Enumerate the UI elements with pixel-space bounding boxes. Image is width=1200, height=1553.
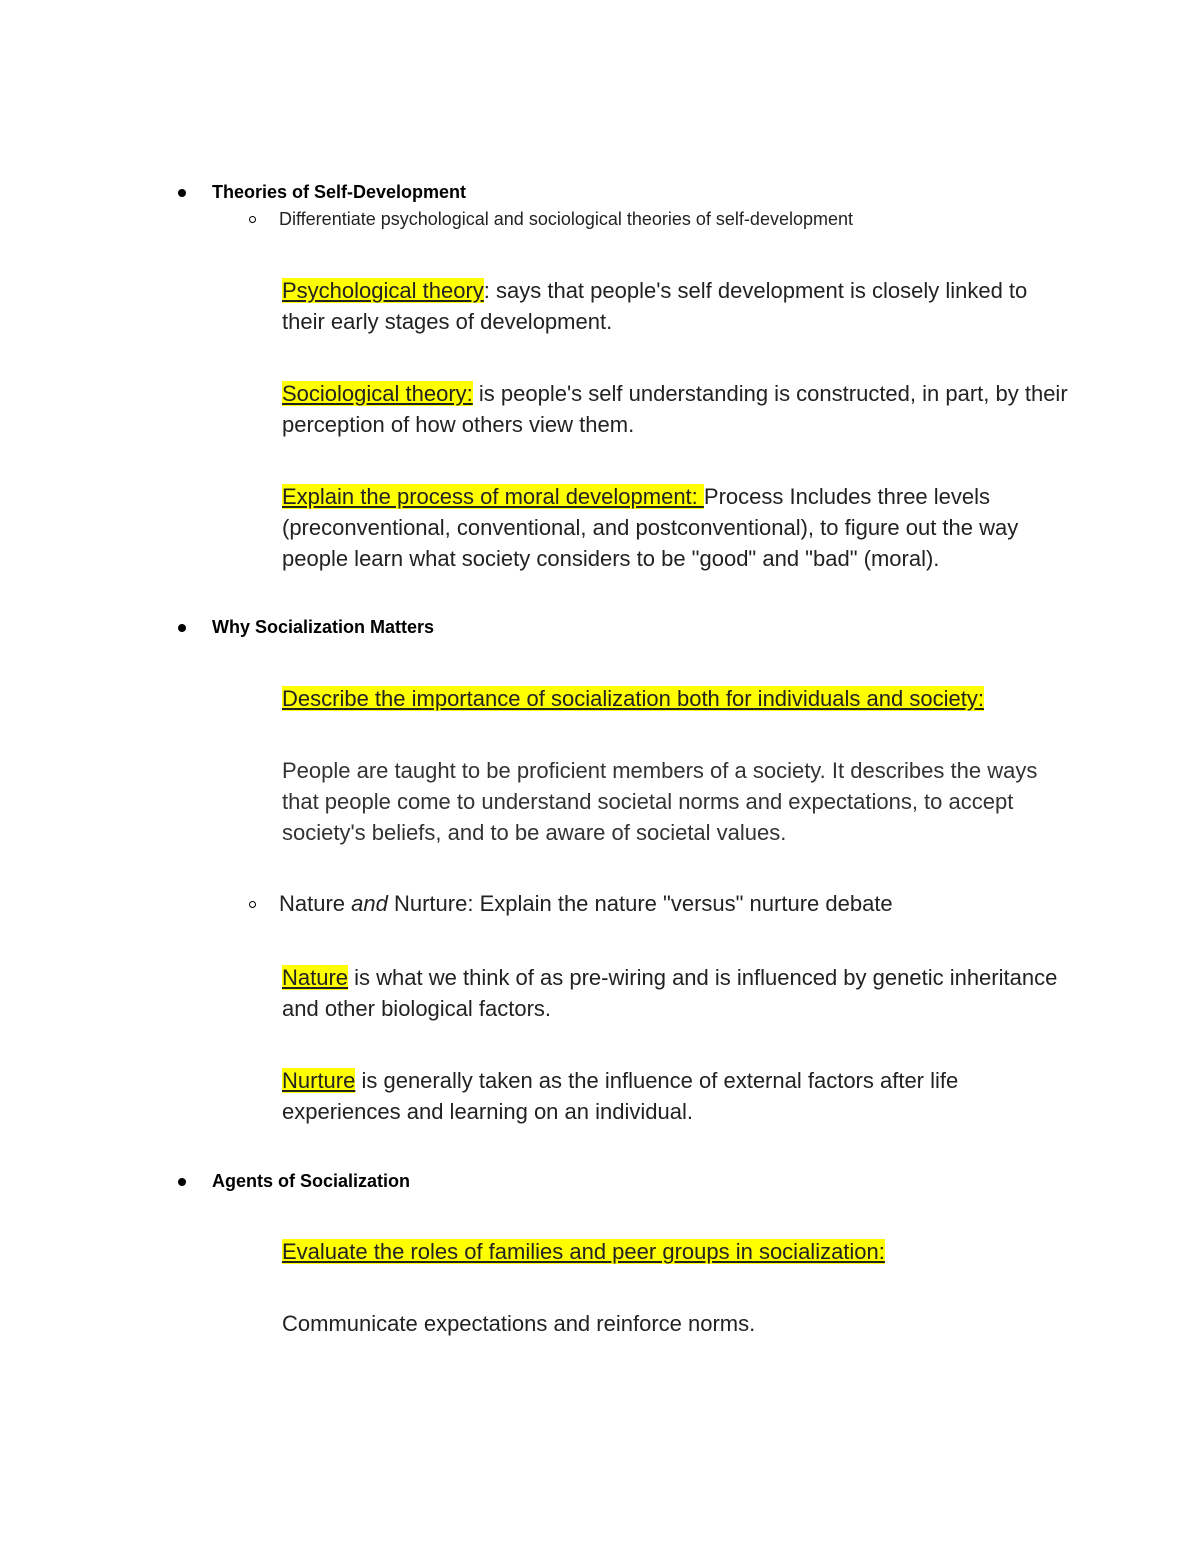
paragraph-socialization-body bbox=[282, 755, 1072, 848]
highlight-prompt: Evaluate the roles of families and peer groups in socialization: bbox=[282, 1239, 885, 1264]
paragraph-text: Communicate expectations and reinforce norms. bbox=[282, 1311, 756, 1336]
section-heading-why-socialization bbox=[178, 617, 434, 638]
paragraph-psychological-theory bbox=[282, 275, 1072, 337]
paragraph-text: People are taught to be proficient members of a society. It describes the ways that people come to understand societal norms and expectations, to accept society's beliefs, and to be aware of societal values. bbox=[282, 758, 1038, 845]
sub-bullet-before: Nature bbox=[279, 891, 352, 916]
highlight-term: Sociological theory: bbox=[282, 381, 473, 406]
highlight-prompt: Describe the importance of socialization both for individuals and society: bbox=[282, 686, 984, 711]
paragraph-moral-development bbox=[282, 481, 1072, 574]
paragraph-sociological-theory bbox=[282, 378, 1072, 440]
sub-bullet-differentiate bbox=[249, 209, 853, 230]
bullet-dot-icon bbox=[178, 1178, 186, 1186]
highlight-term: Psychological theory bbox=[282, 278, 484, 303]
sub-bullet-nature-nurture bbox=[249, 891, 893, 917]
prompt-importance-of-socialization bbox=[282, 683, 1072, 714]
paragraph-text: is generally taken as the influence of external factors after life experiences and learning on an individual. bbox=[282, 1068, 959, 1124]
bullet-circle-icon bbox=[249, 216, 256, 223]
bullet-dot-icon bbox=[178, 624, 186, 632]
heading-text: Agents of Socialization bbox=[212, 1171, 411, 1191]
heading-text: Why Socialization Matters bbox=[212, 617, 435, 637]
paragraph-text: is people's self understanding is constructed, in part, by their perception of how others view them. bbox=[282, 381, 1068, 437]
paragraph-agents-body bbox=[282, 1308, 1072, 1339]
sub-bullet-after: Nurture: Explain the nature "versus" nurture debate bbox=[387, 891, 893, 916]
sub-bullet-italic: and bbox=[351, 891, 388, 916]
paragraph-nature bbox=[282, 962, 1072, 1024]
paragraph-text: is what we think of as pre-wiring and is influenced by genetic inheritance and other biological factors. bbox=[282, 965, 1058, 1021]
highlight-term: Nurture bbox=[282, 1068, 356, 1093]
paragraph-nurture bbox=[282, 1065, 1072, 1127]
sub-bullet-text: Differentiate psychological and sociological theories of self-development bbox=[279, 209, 853, 229]
bullet-dot-icon bbox=[178, 189, 186, 197]
highlight-term: Explain the process of moral development: bbox=[282, 484, 704, 509]
section-heading-self-development bbox=[178, 182, 466, 203]
paragraph-text: : says that people's self development is closely linked to their early stages of development. bbox=[282, 278, 1028, 334]
heading-text: Theories of Self-Development bbox=[212, 182, 467, 202]
highlight-term: Nature bbox=[282, 965, 349, 990]
prompt-families-peer-groups bbox=[282, 1236, 1072, 1267]
sub-bullet-text bbox=[279, 891, 893, 917]
paragraph-text: Process Includes three levels (preconventional, conventional, and postconventional), to figure out the way people learn what society considers to be "good" and "bad" (moral). bbox=[282, 484, 1019, 571]
section-heading-agents-of-socialization bbox=[178, 1171, 410, 1192]
bullet-circle-icon bbox=[249, 901, 256, 908]
